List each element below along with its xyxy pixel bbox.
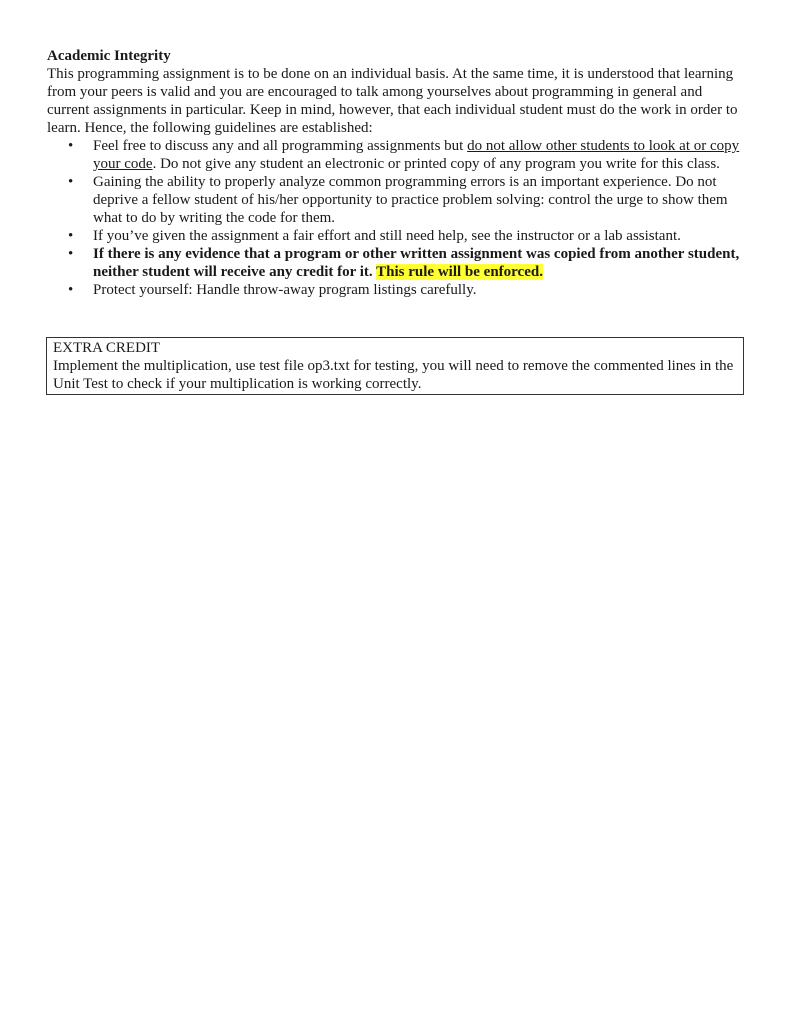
guideline-text: If you’ve given the assignment a fair effort and still need help, see the instructor or a lab assistant. <box>93 228 681 244</box>
guidelines-list <box>47 137 747 299</box>
extra-credit-body: Implement the multiplication, use test file op3.txt for testing, you will need to remove the commented lines in the Unit Test to check if your multiplication is working correctly. <box>53 358 734 392</box>
underlined-text: do not allow other students to look at or copy your code <box>93 138 740 172</box>
bold-warning-text: If there is any evidence that a program or other written assignment was copied from another student, neither student will receive any credit for it. <box>93 246 740 280</box>
guideline-text: Protect yourself: Handle throw-away program listings carefully. <box>93 282 477 298</box>
guideline-text: Feel free to discuss any and all programming assignments but <box>93 138 468 154</box>
extra-credit-box <box>46 337 744 395</box>
bullet-icon: • <box>68 174 74 190</box>
bullet-icon: • <box>68 246 74 262</box>
bullet-icon: • <box>68 282 74 298</box>
list-item <box>47 227 747 245</box>
document-page <box>47 47 747 299</box>
bullet-icon: • <box>68 138 74 154</box>
section-heading: Academic Integrity <box>47 48 171 64</box>
bullet-icon: • <box>68 228 74 244</box>
list-item <box>47 173 747 227</box>
list-item <box>47 245 747 281</box>
list-item <box>47 281 747 299</box>
guideline-text: Gaining the ability to properly analyze common programming errors is an important experience. Do not deprive a fellow student of his/her opportunity to practice problem solving: control the urge to show them what to do by writing the code for them. <box>93 174 728 226</box>
list-item <box>47 137 747 173</box>
extra-credit-title: EXTRA CREDIT <box>53 340 161 356</box>
guideline-text: . Do not give any student an electronic or printed copy of any program you write for this class. <box>152 156 720 172</box>
intro-paragraph: This programming assignment is to be done on an individual basis. At the same time, it is understood that learning from your peers is valid and you are encouraged to talk among yourselves about programming in general and current assignments in particular. Keep in mind, however, that each individual student must do the work in order to learn. Hence, the following guidelines are established: <box>47 66 738 136</box>
highlighted-rule-text: This rule will be enforced. <box>376 264 543 280</box>
